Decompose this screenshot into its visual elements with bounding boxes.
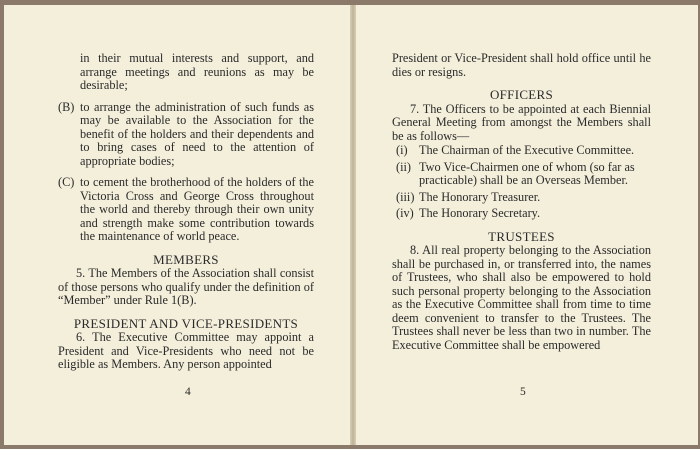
trustees-heading: TRUSTEES <box>488 228 555 244</box>
officers-text: 7. The Officers to be appointed at each Biennial General Meeting from amongst the Members shall be as follows— <box>392 101 651 143</box>
officer-item <box>392 144 651 158</box>
officer-item-text: The Honorary Treasurer. <box>419 189 541 204</box>
officer-item-text: The Chairman of the Executive Committee. <box>419 143 635 157</box>
left-page <box>4 5 350 445</box>
right-continuation-text: President or Vice-President shall hold office until he dies or resigns. <box>392 51 651 79</box>
officer-item-num: (iii) <box>396 189 415 204</box>
officers-heading: OFFICERS <box>489 87 554 102</box>
right-page <box>356 5 698 445</box>
left-page-text <box>58 52 314 372</box>
booklet-spread <box>4 5 698 445</box>
officer-item-num: (i) <box>396 143 408 157</box>
item-c-label: (C) <box>58 175 75 189</box>
right-page-text <box>392 52 651 352</box>
officer-item <box>392 161 651 188</box>
item-c-text: to cement the brotherhood of the holders of the Victoria Cross and George Cross throughout the world and thereby through their own unity and strength make some contribution towards the maintenance of world peace. <box>80 175 314 243</box>
officer-item <box>392 207 651 221</box>
rule-item-c <box>58 176 314 244</box>
left-page-number: 4 <box>185 386 191 398</box>
rule-item-b <box>58 101 314 169</box>
president-heading: PRESIDENT AND VICE-PRESIDENTS <box>73 315 299 331</box>
officer-item <box>392 191 651 205</box>
members-text: 5. The Members of the Association shall consist of those persons who qualify under the definition of “Member” under Rule 1(B). <box>58 266 314 307</box>
officer-item-text: Two Vice-Chairmen one of whom (so far as practicable) shall be an Overseas Member. <box>419 159 635 187</box>
members-heading: MEMBERS <box>153 251 219 267</box>
trustees-text: 8. All real property belonging to the Association shall be purchased in, or transferred into, the names of Trustees, who shall also be empowered to hold such personal property belonging to the Association as the Executive Committee shall from time to time deem convenient to transfer to the Trustees. The Trustees shall never be less than two in number. The Executive Committee shall be empowered <box>392 243 651 352</box>
president-text: 6. The Executive Committee may appoint a President and Vice-Presidents who need not be eligible as Members. Any person appointed <box>58 330 314 371</box>
right-page-number: 5 <box>520 386 526 398</box>
item-b-label: (B) <box>58 99 75 114</box>
officer-item-num: (iv) <box>396 206 414 220</box>
item-b-text: to arrange the administration of such funds as may be available to the Association for the benefit of the holders and their dependents and to bring cases of need to the attention of appropriate bodies; <box>80 99 314 168</box>
officer-item-text: The Honorary Secretary. <box>419 206 541 220</box>
left-continuation-text: in their mutual interests and support, and arrange meetings and reunions as may be desirable; <box>80 51 314 92</box>
officer-item-num: (ii) <box>396 159 412 174</box>
